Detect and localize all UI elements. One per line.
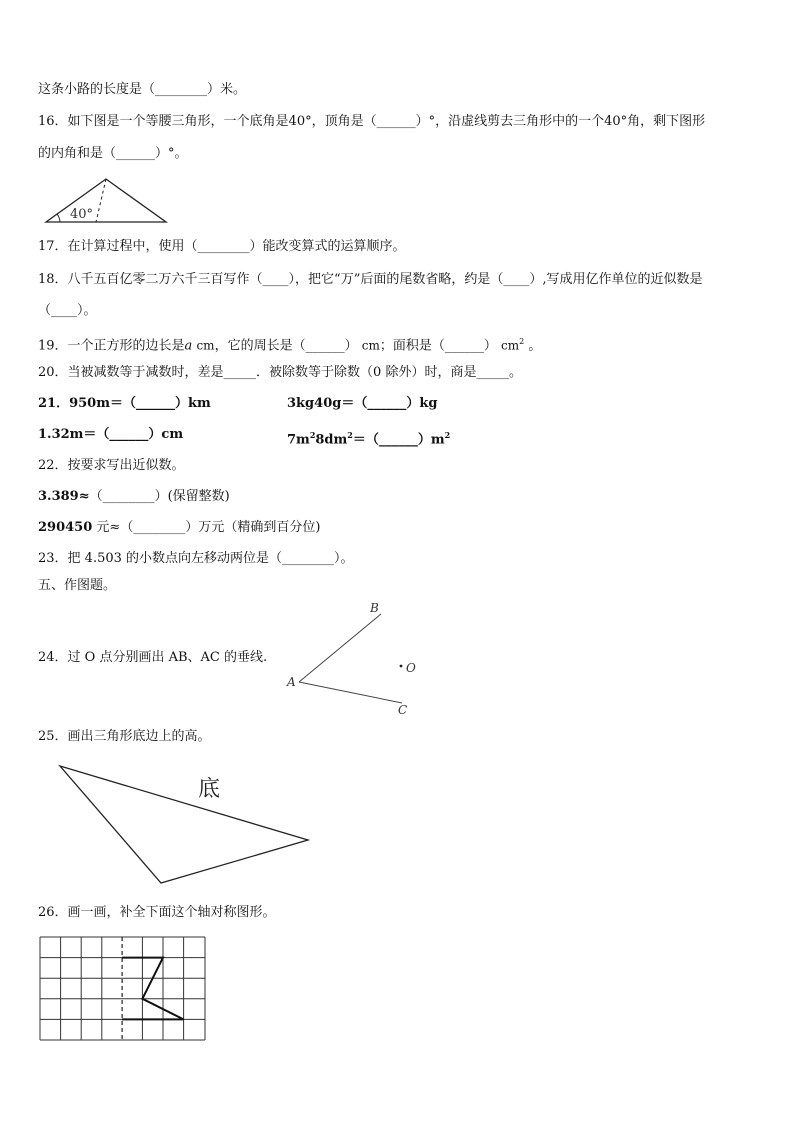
- q22-a: [38, 489, 230, 505]
- q21-d-prefix: 7m: [287, 432, 310, 448]
- angle-bac-figure: [284, 600, 424, 720]
- q21-d-sup3: 2: [444, 430, 451, 440]
- q16-line1: 16．如下图是一个等腰三角形，一个底角是40°，顶角是（______）°，沿虚线剪去三角形中的一个40°角，剩下图形: [38, 114, 706, 129]
- ray-ac: [299, 682, 402, 703]
- q16-line2: 的内角和是（______）°。: [38, 146, 188, 161]
- q19-unit3: cm: [500, 338, 520, 353]
- scalene-triangle: [60, 766, 308, 883]
- q19-unit1: cm: [196, 338, 215, 353]
- point-o: [400, 665, 403, 668]
- q19-text: [38, 334, 541, 354]
- angle-label-40: 40°: [70, 207, 94, 222]
- q21-b: 3kg40g＝（______）kg: [287, 396, 438, 411]
- q25-text: 25．画出三角形底边上的高。: [38, 729, 211, 744]
- section-5-heading: 五、作图题。: [38, 578, 117, 593]
- label-b: B: [370, 601, 379, 615]
- q20-text: 20．当被减数等于减数时，差是_____．被除数等于除数（0 除外）时，商是_____。: [38, 365, 522, 380]
- isosceles-triangle-figure: [44, 176, 174, 226]
- label-o: O: [406, 661, 416, 675]
- q22-a-text: （________）(保留整数): [89, 489, 230, 504]
- q21-a: 21．950m＝（______）km: [38, 396, 211, 411]
- q21-d: [287, 427, 450, 448]
- q21-d-mid: 8dm: [315, 432, 348, 448]
- q22-title: 22．按要求写出近似数。: [38, 458, 185, 473]
- q23-text: 23．把 4.503 的小数点向左移动两位是（________）。: [38, 551, 354, 566]
- q22-b-num: 290450: [38, 520, 93, 535]
- q18-line1: 18．八千五百亿零二万六千三百写作（____），把它“万”后面的尾数省略，约是（____）,写成用亿作单位的近似数是: [38, 272, 703, 287]
- q19-unit2: cm: [361, 338, 380, 353]
- isosceles-triangle: [46, 179, 166, 222]
- q21-c: 1.32m＝（______）cm: [38, 427, 184, 442]
- q18-line2: （____）。: [38, 303, 97, 318]
- q19-var: a: [184, 338, 193, 354]
- q22-b-text: 元≈（________）万元（精确到百分位): [96, 520, 321, 535]
- q21-d-end: ＝（______）m: [352, 432, 445, 448]
- q19-mid2: ；面积是（______）: [379, 338, 497, 354]
- q19-end: 。: [528, 338, 542, 354]
- base-label: 底: [198, 777, 221, 802]
- q19-sup: 2: [519, 337, 525, 346]
- q19-mid: ，它的周长是（______）: [214, 338, 358, 354]
- q26-text: 26．画一画，补全下面这个轴对称图形。: [38, 905, 276, 920]
- q21-d-sup1: 2: [309, 430, 316, 440]
- triangle-base-figure: [56, 762, 316, 892]
- angle-arc: [57, 214, 60, 222]
- q15-tail: 这条小路的长度是（________）米。: [38, 82, 247, 97]
- q22-a-num: 3.389≈: [38, 489, 90, 504]
- q24-text: 24．过 O 点分别画出 AB、AC 的垂线.: [38, 650, 268, 665]
- q17-text: 17．在计算过程中，使用（________）能改变算式的运算顺序。: [38, 239, 406, 254]
- label-a: A: [287, 675, 296, 689]
- q22-b: [38, 520, 320, 536]
- q21-d-sup2: 2: [347, 430, 353, 440]
- ray-ab: [299, 614, 381, 682]
- label-c: C: [398, 703, 408, 717]
- q19-prefix: 19．一个正方形的边长是: [38, 338, 185, 354]
- half-figure: [122, 958, 184, 1020]
- symmetry-grid-figure: [39, 936, 209, 1044]
